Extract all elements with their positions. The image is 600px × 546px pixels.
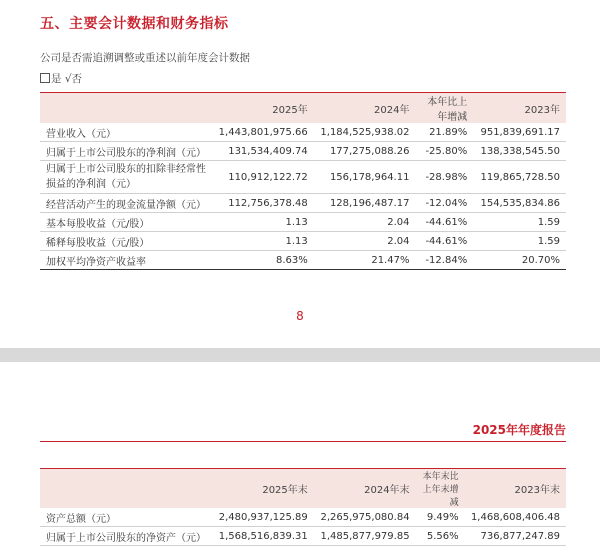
row-label: 稀释每股收益（元/股） [40,232,212,251]
table-row [40,194,566,213]
header-rule [40,441,566,442]
section-title: 五、主要会计数据和财务指标 [40,16,229,32]
value-cell: 8.63% [212,251,314,270]
checkbox-icon [40,73,50,83]
page-separator [0,348,600,362]
value-cell: 119,865,728.50 [473,161,566,194]
key-financial-data-table [40,92,566,270]
value-cell: -12.04% [415,194,473,213]
table-header-row [40,469,566,509]
check-mark-icon: √ [64,73,72,85]
value-cell: 1,468,608,406.48 [465,508,566,527]
table-row [40,232,566,251]
value-cell: -44.61% [415,213,473,232]
value-cell: 110,912,122.72 [212,161,314,194]
table-header-row [40,93,566,124]
value-cell: 21.47% [314,251,416,270]
row-label: 营业收入（元） [40,123,212,142]
table-row [40,142,566,161]
table-row [40,508,566,527]
header-cell: 2023年末 [465,469,566,509]
option-no: 否 [71,73,83,85]
value-cell: 1,568,516,839.31 [212,527,314,546]
restatement-choice [40,71,82,86]
row-label: 归属于上市公司股东的净利润（元） [40,142,212,161]
header-cell [40,469,212,509]
report-page-2 [0,362,600,542]
value-cell: 21.89% [415,123,473,142]
row-label: 归属于上市公司股东的净资产（元） [40,527,212,546]
value-cell: 1,443,801,975.66 [212,123,314,142]
table-row [40,251,566,270]
value-cell: 20.70% [473,251,566,270]
value-cell: 156,178,964.11 [314,161,416,194]
header-cell: 2024年 [314,93,416,124]
value-cell: 138,338,545.50 [473,142,566,161]
restatement-question: 公司是否需追溯调整或重述以前年度会计数据 [40,52,250,64]
header-cell: 2025年 [212,93,314,124]
value-cell: 131,534,409.74 [212,142,314,161]
value-cell: 2.04 [314,213,416,232]
header-cell: 2023年 [473,93,566,124]
value-cell: -44.61% [415,232,473,251]
value-cell: -28.98% [415,161,473,194]
header-cell: 本年比上年增减 [415,93,473,124]
value-cell: 2.04 [314,232,416,251]
value-cell: 1,184,525,938.02 [314,123,416,142]
value-cell: 177,275,088.26 [314,142,416,161]
value-cell: -25.80% [415,142,473,161]
row-label: 资产总额（元） [40,508,212,527]
value-cell: 1.13 [212,213,314,232]
value-cell: 2,480,937,125.89 [212,508,314,527]
row-label: 归属于上市公司股东的扣除非经常性损益的净利润（元） [40,161,212,194]
row-label: 基本每股收益（元/股） [40,213,212,232]
value-cell: 128,196,487.17 [314,194,416,213]
row-label: 加权平均净资产收益率 [40,251,212,270]
value-cell: -12.84% [415,251,473,270]
header-cell: 2025年末 [212,469,314,509]
page-number: 8 [296,309,304,323]
header-cell: 2024年末 [314,469,416,509]
value-cell: 1.59 [473,213,566,232]
table-row [40,527,566,546]
value-cell: 112,756,378.48 [212,194,314,213]
value-cell: 5.56% [416,527,465,546]
header-cell [40,93,212,124]
report-title: 2025年年度报告 [472,423,566,437]
value-cell: 736,877,247.89 [465,527,566,546]
balance-data-table [40,468,566,546]
table-row [40,161,566,194]
table-row [40,123,566,142]
table-row [40,213,566,232]
header-cell: 本年末比上年末增减 [416,469,465,509]
value-cell: 154,535,834.86 [473,194,566,213]
value-cell: 1.13 [212,232,314,251]
row-label: 经营活动产生的现金流量净额（元） [40,194,212,213]
value-cell: 951,839,691.17 [473,123,566,142]
value-cell: 2,265,975,080.84 [314,508,416,527]
value-cell: 1.59 [473,232,566,251]
value-cell: 9.49% [416,508,465,527]
option-yes: 是 [51,73,62,85]
value-cell: 1,485,877,979.85 [314,527,416,546]
